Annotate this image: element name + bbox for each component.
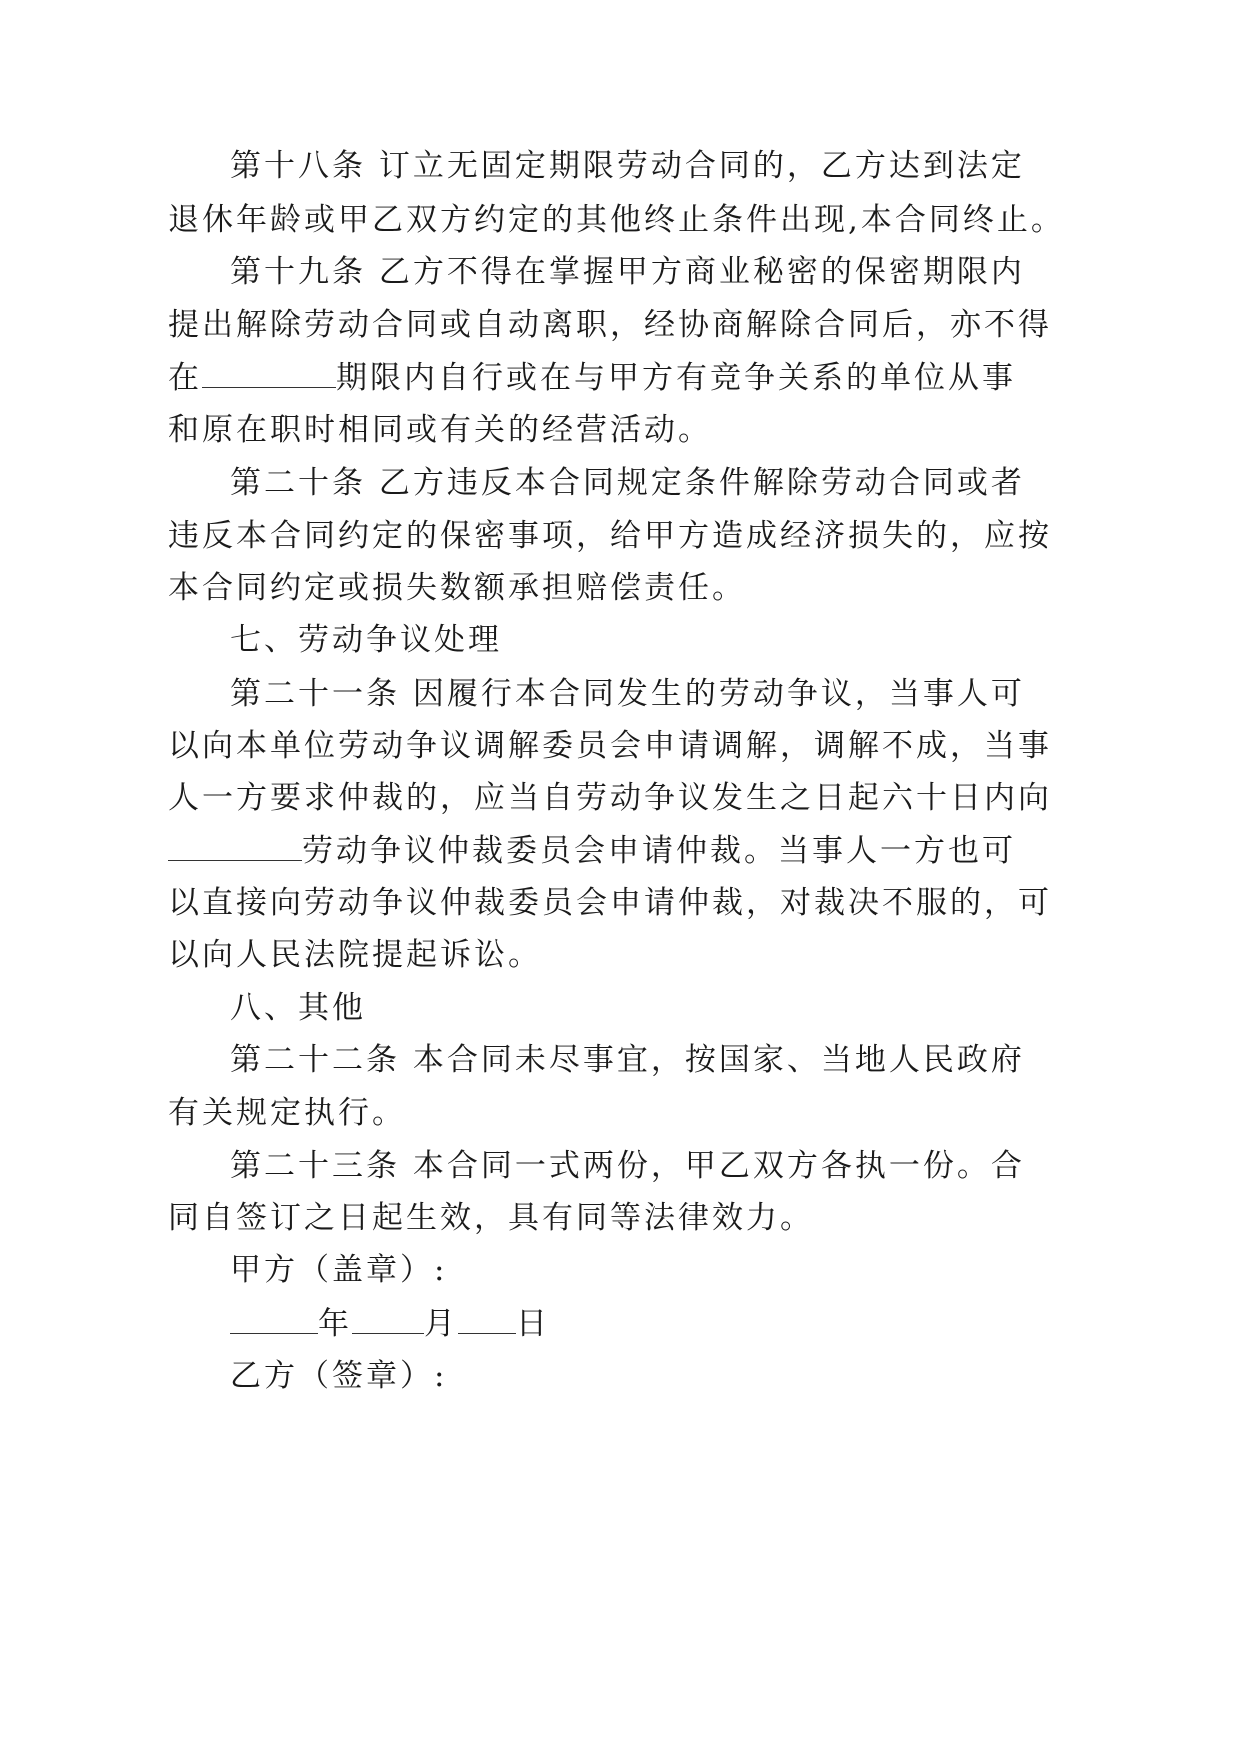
section-7-heading: 七、劳动争议处理 xyxy=(230,622,502,658)
article-20-line-1: 第二十条 乙方违反本合同规定条件解除劳动合同或者 xyxy=(230,465,1025,501)
article-20-line-3: 本合同约定或损失数额承担赔偿责任。 xyxy=(168,570,746,606)
date-line xyxy=(230,1303,550,1343)
article-19-line-3 xyxy=(168,357,1016,397)
article-21-line-3: 人一方要求仲裁的，应当自劳动争议发生之日起六十日内向 xyxy=(168,780,1052,816)
article-20-line-2: 违反本合同约定的保密事项，给甲方造成经济损失的，应按 xyxy=(168,518,1052,554)
party-b-seal-label: 乙方（签章）: xyxy=(230,1358,448,1394)
article-21-line-6: 以向人民法院提起诉讼。 xyxy=(168,937,542,973)
article-18-line-2: 退休年龄或甲乙双方约定的其他终止条件出现,本合同终止。 xyxy=(168,202,1065,238)
article-23-line-2: 同自签订之日起生效，具有同等法律效力。 xyxy=(168,1200,814,1236)
article-22-line-1: 第二十二条 本合同未尽事宜，按国家、当地人民政府 xyxy=(230,1042,1025,1078)
article-22-line-2: 有关规定执行。 xyxy=(168,1095,406,1131)
article-19-line-2: 提出解除劳动合同或自动离职，经协商解除合同后，亦不得 xyxy=(168,307,1052,343)
day-blank[interactable] xyxy=(458,1303,516,1334)
arbitration-committee-blank[interactable] xyxy=(168,830,302,861)
article-19-line-3-suffix: 期限内自行或在与甲方有竞争关系的单位从事 xyxy=(336,360,1016,396)
article-19-line-3-prefix: 在 xyxy=(168,360,202,396)
article-18-line-1: 第十八条 订立无固定期限劳动合同的，乙方达到法定 xyxy=(230,148,1025,184)
noncompete-period-blank[interactable] xyxy=(202,357,336,388)
party-a-seal-label: 甲方（盖章）: xyxy=(230,1252,448,1288)
article-21-line-4 xyxy=(168,830,1016,870)
day-label: 日 xyxy=(516,1306,550,1342)
year-blank[interactable] xyxy=(230,1303,318,1334)
year-label: 年 xyxy=(318,1306,352,1342)
article-19-line-1: 第十九条 乙方不得在掌握甲方商业秘密的保密期限内 xyxy=(230,254,1025,290)
article-19-line-4: 和原在职时相同或有关的经营活动。 xyxy=(168,412,712,448)
article-21-line-2: 以向本单位劳动争议调解委员会申请调解，调解不成，当事 xyxy=(168,728,1052,764)
month-label: 月 xyxy=(424,1306,458,1342)
month-blank[interactable] xyxy=(352,1303,424,1334)
section-8-heading: 八、其他 xyxy=(230,990,366,1026)
article-21-line-5: 以直接向劳动争议仲裁委员会申请仲裁，对裁决不服的，可 xyxy=(168,885,1052,921)
article-21-line-4-suffix: 劳动争议仲裁委员会申请仲裁。当事人一方也可 xyxy=(302,833,1016,869)
article-21-line-1: 第二十一条 因履行本合同发生的劳动争议，当事人可 xyxy=(230,676,1025,712)
article-23-line-1: 第二十三条 本合同一式两份，甲乙双方各执一份。合 xyxy=(230,1148,1025,1184)
